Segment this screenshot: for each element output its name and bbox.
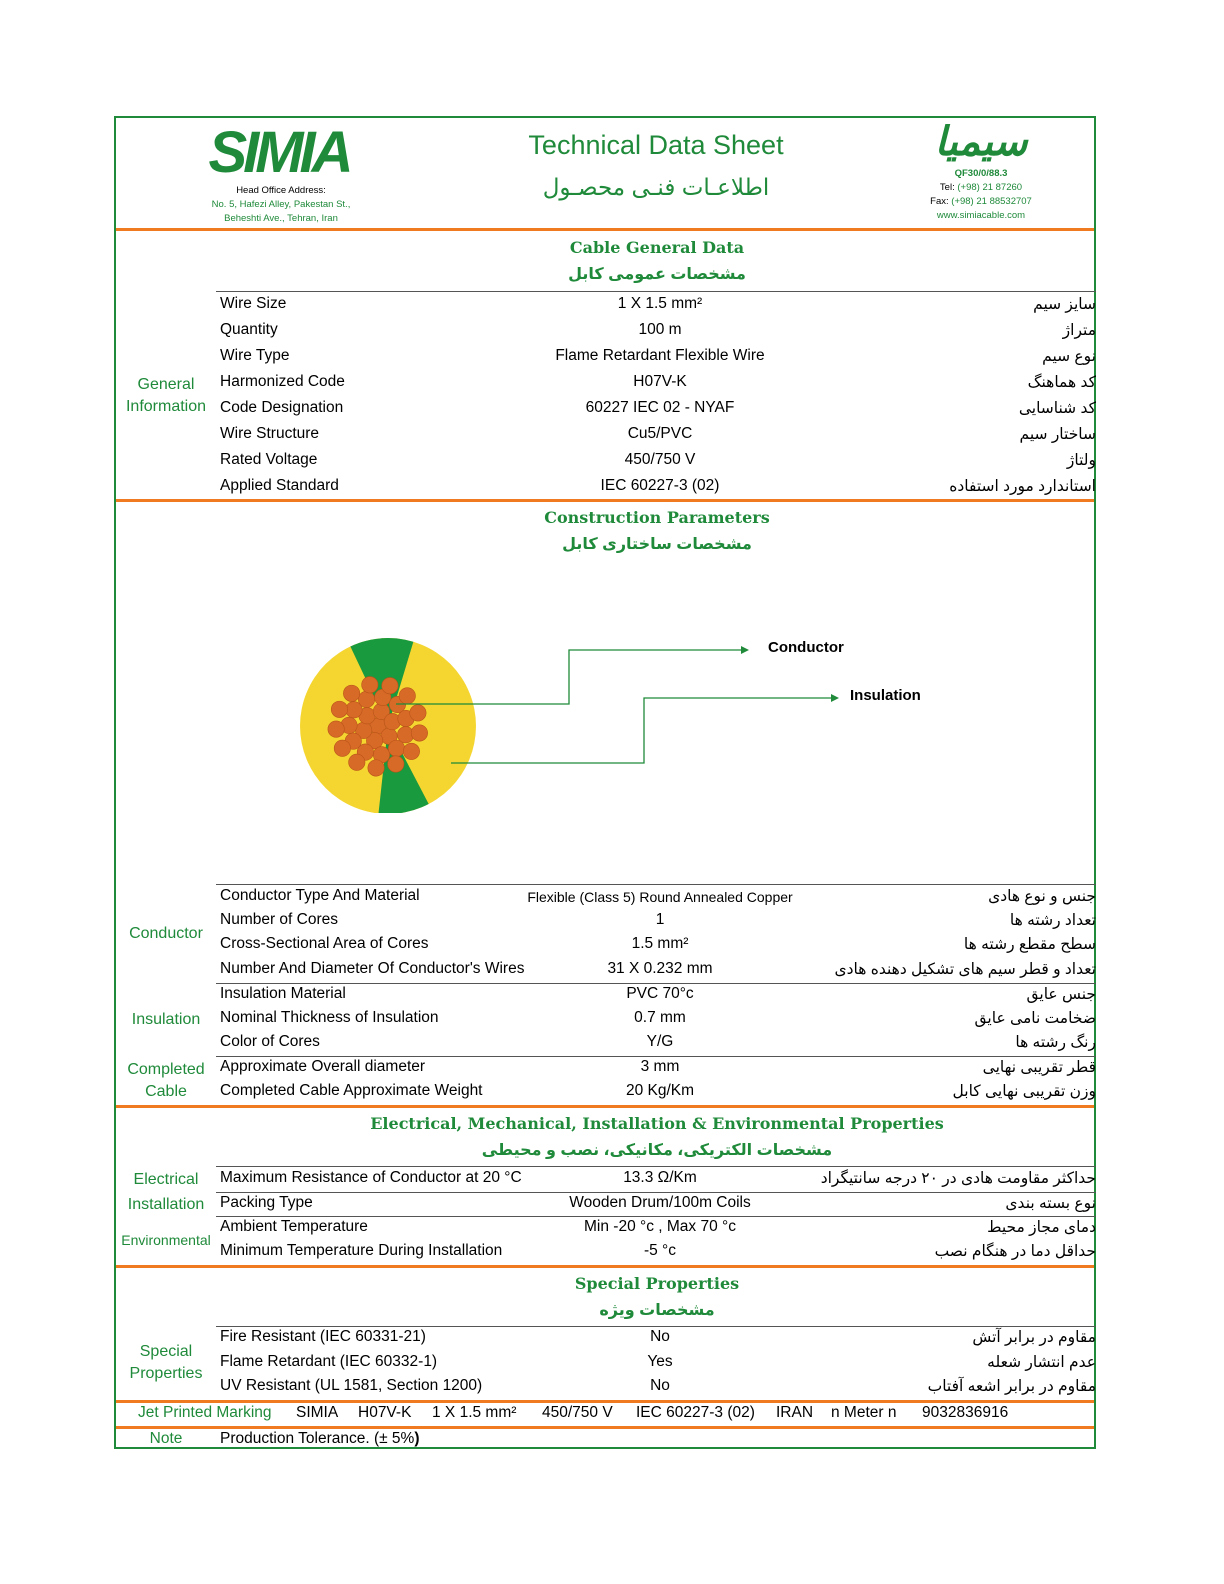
category-electrical: Electrical [133, 1171, 199, 1188]
doc-code: QF30/0/88.3 [954, 168, 1008, 179]
table-row [220, 321, 1096, 345]
property-value: No [650, 1377, 670, 1394]
category-special-line2: Properties [129, 1365, 203, 1382]
special-section-title: Special Properties [574, 1274, 740, 1293]
property-name-fa: سطح مقطع رشته ها [963, 936, 1096, 953]
address-label: Head Office Address: [236, 185, 326, 196]
table-row [220, 985, 1096, 1009]
property-name: Rated Voltage [220, 451, 318, 468]
table-row [220, 960, 1096, 984]
category-conductor: Conductor [129, 925, 203, 942]
simia-logo [194, 122, 364, 184]
cable-cross-section-diagram [286, 638, 946, 813]
page-title-fa: اطلاعـات فنـی محصـول [542, 174, 770, 200]
marking-item: IRAN [776, 1404, 814, 1421]
tel-label: Tel: [939, 182, 955, 193]
property-name: Conductor Type And Material [220, 887, 420, 904]
conductor-strand [358, 691, 374, 707]
conductor-strand [403, 743, 419, 759]
special-section-title-fa: مشخصات ویژه [599, 1302, 715, 1319]
property-value: 20 Kg/Km [625, 1082, 695, 1099]
simia-logo-fa [906, 118, 1056, 168]
electrical-section-title: Electrical, Mechanical, Installation & Environmental Properties [370, 1114, 944, 1133]
divider [216, 1166, 1096, 1167]
marking-label: Jet Printed Marking [138, 1404, 272, 1421]
property-name: Maximum Resistance of Conductor at 20 °C [220, 1169, 522, 1186]
property-name-fa: استاندارد مورد استفاده [949, 478, 1096, 495]
head-office-address [176, 184, 386, 226]
property-value: Cu5/PVC [627, 425, 693, 442]
property-name-fa: دمای مجاز محیط [987, 1219, 1096, 1236]
property-name: Wire Type [220, 347, 290, 364]
property-name: Insulation Material [220, 985, 346, 1002]
address-line1: No. 5, Hafezi Alley, Pakestan St., [211, 199, 351, 210]
note-text [220, 1430, 420, 1448]
property-name: Packing Type [220, 1194, 313, 1211]
property-name-fa: سایز سیم [1033, 296, 1096, 313]
property-name-fa: نوع بسته بندی [1005, 1195, 1096, 1212]
table-row [220, 1328, 1096, 1352]
marking-item: H07V-K [358, 1404, 412, 1421]
property-name-fa: ضخامت نامی عایق [974, 1010, 1096, 1027]
divider [116, 1265, 1094, 1268]
property-name-fa: عدم انتشار شعله [987, 1354, 1096, 1371]
table-row [220, 1353, 1096, 1377]
property-value: Wooden Drum/100m Coils [569, 1194, 751, 1211]
conductor-strand [411, 725, 427, 741]
property-name-fa: تعداد رشته ها [1009, 912, 1096, 929]
category-installation: Installation [127, 1196, 205, 1213]
property-value: Flame Retardant Flexible Wire [555, 347, 765, 364]
property-name-fa: تعداد و قطر سیم های تشکیل دهنده هادی [834, 961, 1096, 978]
category-completed-line1: Completed [127, 1061, 205, 1078]
property-name: Nominal Thickness of Insulation [220, 1009, 439, 1026]
conductor-strand [362, 677, 378, 693]
divider [216, 884, 1096, 885]
property-value: 1 [655, 911, 665, 928]
property-name-fa: قطر تقریبی نهایی [982, 1059, 1096, 1076]
address-line2: Beheshti Ave., Tehran, Iran [224, 213, 338, 224]
divider [216, 1326, 1096, 1327]
note-text-prefix: Production Tolerance. (± 5% [220, 1430, 415, 1447]
conductor-label: Conductor [768, 639, 844, 656]
property-value: Flexible (Class 5) Round Annealed Copper [527, 889, 793, 905]
marking-item: n Meter n [831, 1404, 897, 1421]
note-text-suffix: ) [414, 1430, 420, 1447]
divider [116, 499, 1094, 502]
conductor-strand [382, 678, 398, 694]
property-value: H07V-K [633, 373, 687, 390]
conductor-arrowhead [741, 646, 749, 654]
table-row [220, 425, 1096, 449]
conductor-strand [410, 705, 426, 721]
property-name-fa: نوع سیم [1042, 348, 1096, 365]
property-value: 3 mm [640, 1058, 680, 1075]
property-value: 60227 IEC 02 - NYAF [585, 399, 735, 416]
property-name: Wire Size [220, 295, 287, 312]
marking-item: 9032836916 [922, 1404, 1009, 1421]
property-value: Yes [647, 1353, 673, 1370]
property-name: Cross-Sectional Area of Cores [220, 935, 429, 952]
property-name: Approximate Overall diameter [220, 1058, 426, 1075]
property-name-fa: وزن تقریبی نهایی کابل [952, 1083, 1096, 1100]
property-name-fa: کد هماهنگ [1027, 374, 1096, 391]
note-label: Note [149, 1430, 183, 1447]
divider [216, 291, 1096, 292]
general-section-title: Cable General Data [569, 238, 745, 257]
table-row [220, 1218, 1096, 1242]
general-section-title-fa: مشخصات عمومی کابل [568, 266, 746, 283]
table-row [220, 1082, 1096, 1106]
table-row [220, 1242, 1096, 1266]
property-name: Wire Structure [220, 425, 320, 442]
property-name-fa: کد شناسایی [1018, 400, 1096, 417]
category-special-line1: Special [139, 1343, 193, 1360]
fax-line [906, 195, 1056, 209]
property-value: 1.5 mm² [631, 935, 689, 952]
property-value: 1 X 1.5 mm² [617, 295, 703, 312]
property-value: 0.7 mm [634, 1009, 686, 1026]
divider [116, 1426, 1094, 1429]
table-row [220, 399, 1096, 423]
property-value: 31 X 0.232 mm [607, 960, 713, 977]
page-title: Technical Data Sheet [528, 130, 784, 160]
table-row [220, 1033, 1096, 1057]
construction-section-title: Construction Parameters [544, 508, 770, 527]
tel-line [906, 181, 1056, 195]
property-name-fa: مقاوم در برابر اشعه آفتاب [927, 1378, 1096, 1395]
conductor-strand [368, 760, 384, 776]
property-name-fa: حداقل دما در هنگام نصب [934, 1243, 1096, 1260]
divider [216, 1216, 1096, 1217]
table-row [220, 477, 1096, 501]
conductor-strand [388, 740, 404, 756]
property-name-fa: ساختار سیم [1019, 426, 1096, 443]
conductor-strand [334, 740, 350, 756]
table-row [220, 373, 1096, 397]
insulation-arrowhead [831, 694, 839, 702]
conductor-strand [343, 685, 359, 701]
fax-number: (+98) 21 88532707 [951, 196, 1032, 207]
category-general-line2: Information [125, 398, 207, 415]
property-value: No [650, 1328, 670, 1345]
jet-printed-marking-row [116, 1403, 1096, 1427]
property-value: 450/750 V [624, 451, 696, 468]
table-row [220, 347, 1096, 371]
table-row [220, 1058, 1096, 1082]
brand-name-fa: سیمیا [934, 120, 1028, 164]
category-insulation: Insulation [131, 1011, 201, 1028]
table-row [220, 295, 1096, 319]
property-value: Min -20 °c , Max 70 °c [584, 1218, 736, 1235]
marking-item: IEC 60227-3 (02) [636, 1404, 755, 1421]
table-row [220, 1169, 1096, 1193]
category-environmental: Environmental [121, 1232, 211, 1248]
property-name-fa: ولتاژ [1066, 452, 1096, 469]
marking-item: 1 X 1.5 mm² [432, 1404, 517, 1421]
property-name: UV Resistant (UL 1581, Section 1200) [220, 1377, 483, 1394]
property-name-fa: مقاوم در برابر آتش [972, 1329, 1096, 1346]
category-special-properties [116, 1341, 216, 1385]
property-name-fa: رنگ رشته ها [1015, 1034, 1096, 1051]
note-row [116, 1430, 1096, 1450]
property-name-fa: حداکثر مقاومت هادی در ۲۰ درجه سانتیگراد [820, 1170, 1096, 1187]
property-name: Fire Resistant (IEC 60331-21) [220, 1328, 426, 1345]
property-name: Applied Standard [220, 477, 339, 494]
property-value: IEC 60227-3 (02) [600, 477, 720, 494]
divider [216, 983, 1096, 984]
conductor-strand [399, 688, 415, 704]
property-name: Code Designation [220, 399, 344, 416]
website: www.simiacable.com [936, 210, 1026, 221]
table-row [220, 887, 1096, 911]
table-row [220, 935, 1096, 959]
construction-section-title-fa: مشخصات ساختاری کابل [562, 536, 752, 553]
property-value: Y/G [646, 1033, 674, 1050]
contact-info [906, 167, 1056, 223]
property-name-fa: متراژ [1062, 322, 1096, 339]
conductor-strand [388, 756, 404, 772]
table-row [220, 911, 1096, 935]
property-value: 100 m [638, 321, 682, 338]
table-row [220, 1377, 1096, 1401]
conductor-strand [328, 721, 344, 737]
category-completed-cable [116, 1059, 216, 1103]
property-name: Completed Cable Approximate Weight [220, 1082, 483, 1099]
property-name: Color of Cores [220, 1033, 320, 1050]
property-name-fa: جنس عایق [1026, 986, 1096, 1003]
divider [216, 1192, 1096, 1193]
property-name-fa: جنس و نوع هادی [988, 888, 1096, 905]
property-name: Flame Retardant (IEC 60332-1) [220, 1353, 438, 1370]
divider [216, 1056, 1096, 1057]
category-general [116, 374, 216, 418]
conductor-strand [331, 701, 347, 717]
property-value: 13.3 Ω/Km [623, 1169, 697, 1186]
property-value: -5 °c [643, 1242, 677, 1259]
fax-label: Fax: [930, 196, 949, 207]
property-name: Quantity [220, 321, 278, 338]
electrical-section-title-fa: مشخصات الکتریکی، مکانیکی، نصب و محیطی [481, 1142, 833, 1159]
property-name: Ambient Temperature [220, 1218, 368, 1235]
marking-item: SIMIA [296, 1404, 339, 1421]
property-name: Number of Cores [220, 911, 339, 928]
datasheet-frame [114, 116, 1096, 1449]
table-row [220, 451, 1096, 475]
table-row [220, 1009, 1096, 1033]
category-completed-line2: Cable [145, 1083, 187, 1100]
property-name: Number And Diameter Of Conductor's Wires [220, 960, 525, 977]
divider [116, 1105, 1094, 1108]
property-name: Harmonized Code [220, 373, 345, 390]
insulation-pointer [451, 698, 831, 763]
divider [116, 228, 1094, 231]
tel-number: (+98) 21 87260 [957, 182, 1023, 193]
property-name: Minimum Temperature During Installation [220, 1242, 503, 1259]
marking-item: 450/750 V [542, 1404, 613, 1421]
insulation-label: Insulation [850, 687, 921, 704]
conductor-strand [349, 754, 365, 770]
table-row [220, 1194, 1096, 1218]
property-value: PVC 70°c [626, 985, 694, 1002]
category-general-line1: General [137, 376, 195, 393]
brand-name: SIMIA [208, 120, 350, 185]
